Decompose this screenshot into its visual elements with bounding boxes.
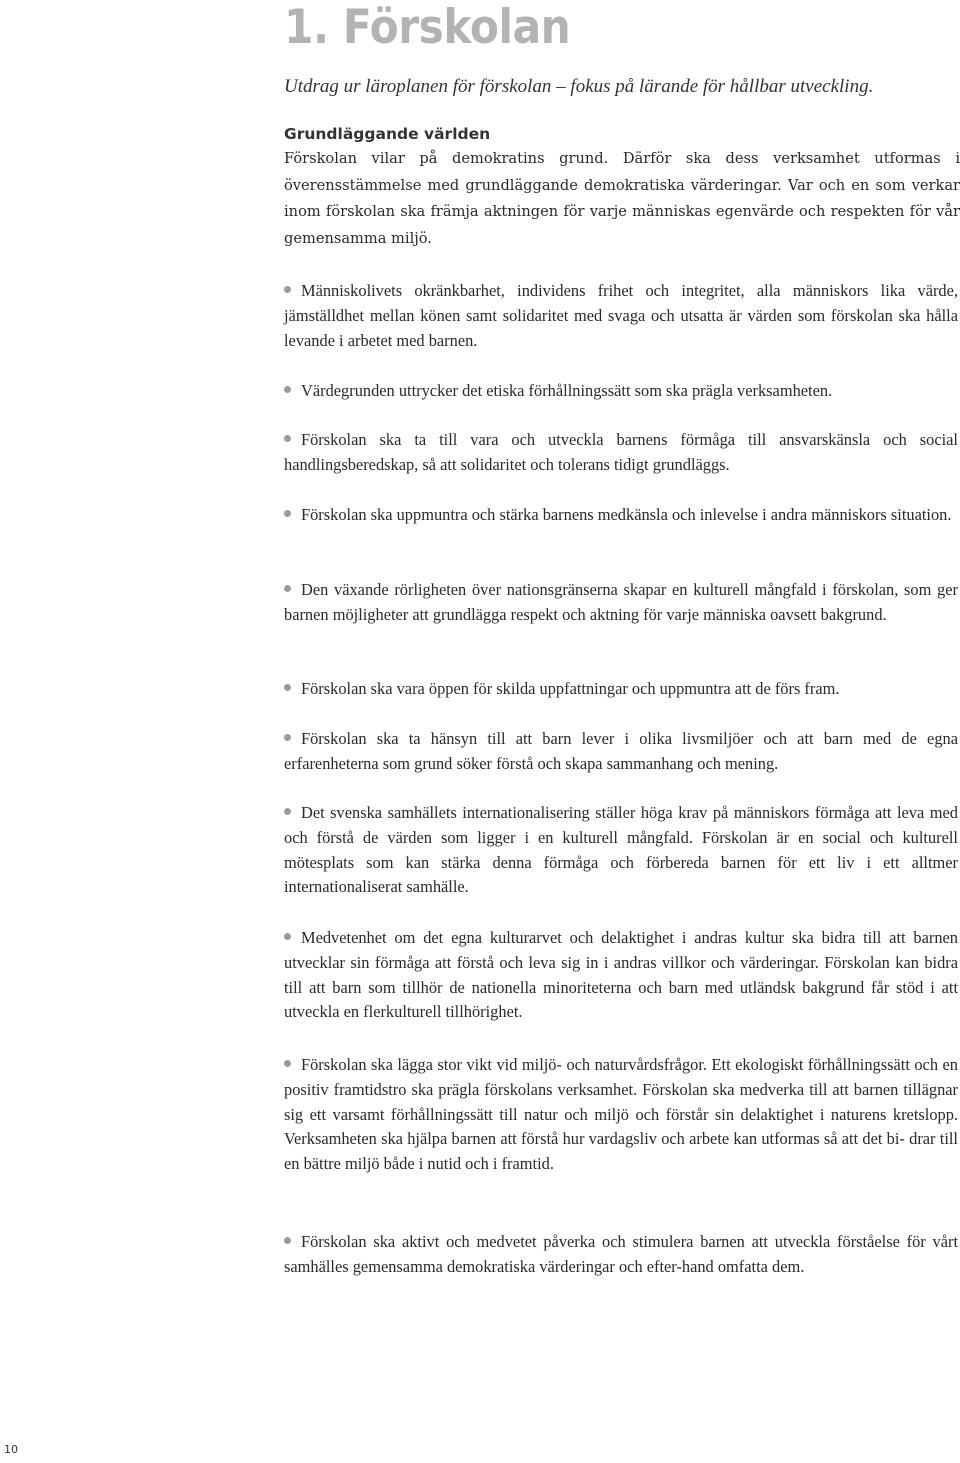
bullet-item: Förskolan ska uppmuntra och stärka barnens medkänsla och inlevelse i andra människors situation. <box>284 503 958 528</box>
bullet-item: Förskolan ska vara öppen för skilda uppfattningar och uppmuntra att de förs fram. <box>284 677 958 702</box>
bullet-dot-icon <box>284 386 291 393</box>
bullet-dot-icon <box>284 734 291 741</box>
chapter-title: 1. Förskolan <box>284 0 571 55</box>
bullet-item: Det svenska samhällets internationalisering ställer höga krav på människors förmåga att leva med och förstå de värden som ligger i en kulturell mångfald. Förskolan är en social och kulturell mötesplats som kan stärka denna förmåga och förbereda barnen för ett liv i ett alltmer internationaliserat samhälle. <box>284 803 958 897</box>
bullet-dot-icon <box>284 510 291 517</box>
bullet-dot-icon <box>284 435 291 442</box>
bullet-dot-icon <box>284 1060 291 1067</box>
bullet-item: Förskolan ska ta hänsyn till att barn lever i olika livsmiljöer och att barn med de egna erfarenheterna som grund söker förstå och skapa sammanhang och mening. <box>284 729 958 773</box>
chapter-subtitle: Utdrag ur läroplanen för förskolan – fokus på lärande för hållbar utveckling. <box>284 76 874 97</box>
bullet-item: Förskolan ska ta till vara och utveckla barnens förmåga till ansvarskänsla och social handlingsberedskap, så att solidaritet och tolerans tidigt grundläggs. <box>284 430 958 474</box>
bullet-item: Värdegrunden uttrycker det etiska förhållningssätt som ska prägla verksamheten. <box>284 379 958 404</box>
section-heading: Grundläggande världen <box>284 125 491 143</box>
bullet-item: Förskolan ska aktivt och medvetet påverka och stimulera barnen att utveckla förståelse för vårt samhälles gemensamma demokratiska värderingar och efter-hand omfatta dem. <box>284 1232 958 1276</box>
bullet-item: Förskolan ska lägga stor vikt vid miljö- och naturvårdsfrågor. Ett ekologiskt förhållningssätt och en positiv framtidstro ska prägla förskolans verksamhet. Förskolan ska medverka till att barnen tillägnar sig ett varsamt förhållningssätt till natur och miljö och förstår sin delaktighet i naturens kretslopp. Verksamheten ska hjälpa barnen att förstå hur vardagsliv och arbete kan utformas så att det bi- drar till en bättre miljö både i nutid och i framtid. <box>284 1055 958 1174</box>
bullet-dot-icon <box>284 286 291 293</box>
bullet-dot-icon <box>284 808 291 815</box>
bullet-dot-icon <box>284 1237 291 1244</box>
bullet-item: Människolivets okränkbarhet, individens frihet och integritet, alla människors lika värde, jämställdhet mellan könen samt solidaritet med svaga och utsatta är värden som förskolan ska hålla levande i arbetet med barnen. <box>284 281 958 350</box>
bullet-dot-icon <box>284 585 291 592</box>
page-number: 10 <box>4 1443 18 1456</box>
bullet-dot-icon <box>284 933 291 940</box>
bullet-item: Medvetenhet om det egna kulturarvet och delaktighet i andras kultur ska bidra till att barnen utvecklar sin förmåga att förstå och leva sig in i andras villkor och värderingar. Förskolan kan bidra till att barn som tillhör de nationella minoriteterna och barn med utländsk bakgrund får stöd i att utveckla en flerkulturell tillhörighet. <box>284 928 958 1022</box>
document-page <box>284 0 960 1276</box>
section-intro: Förskolan vilar på demokratins grund. Därför ska dess verksamhet utformas i överensstämmelse med grundläggande demokratiska värderingar. Var och en som verkar inom förskolan ska främja aktningen för varje människas egenvärde och respekten för vår gemensamma miljö. <box>284 150 960 247</box>
bullet-dot-icon <box>284 684 291 691</box>
bullet-item: Den växande rörligheten över nationsgränserna skapar en kulturell mångfald i förskolan, som ger barnen möjligheter att grundlägga respekt och aktning för varje människa oavsett bakgrund. <box>284 580 958 624</box>
